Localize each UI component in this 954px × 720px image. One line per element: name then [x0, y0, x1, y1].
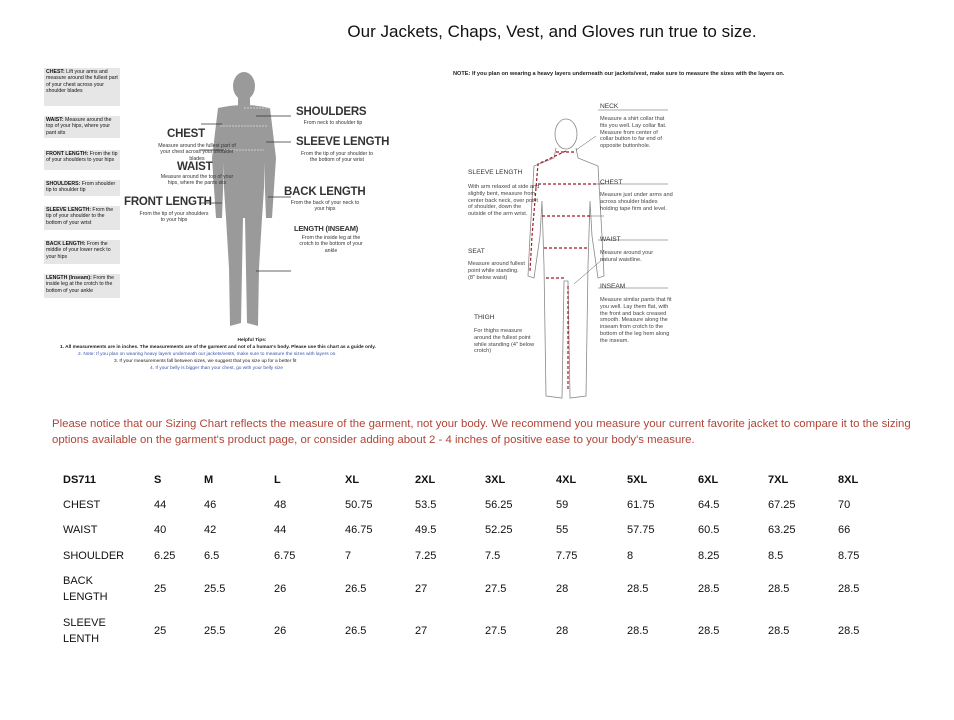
inseam-right-label: INSEAM	[600, 283, 626, 290]
row-label-line: CHEST	[63, 499, 101, 511]
table-cell: 60.5	[698, 524, 720, 536]
table-header-cell: XL	[345, 474, 360, 486]
table-cell: 52.25	[485, 524, 513, 536]
table-cell: 6.25	[154, 550, 176, 562]
table-cell: 28.5	[698, 583, 720, 595]
table-row-label	[63, 574, 108, 605]
table-header-cell: M	[204, 474, 214, 486]
definition-item	[44, 240, 120, 264]
page-title: Our Jackets, Chaps, Vest, and Gloves run true to size.	[347, 22, 757, 41]
table-cell: 27.5	[485, 625, 507, 637]
chest-label: CHEST	[167, 128, 205, 140]
table-cell: 42	[204, 524, 217, 536]
tip-1: 1. All measurements are in inches. The measurements are of the garment and not of a human's body. Please use this chart as a guide only.	[60, 344, 376, 350]
sleeve-length-label: SLEEVE LENGTH	[296, 136, 390, 148]
table-cell: 8.5	[768, 550, 784, 562]
waist-label: WAIST	[177, 161, 213, 173]
table-cell: 7.75	[556, 550, 578, 562]
definition-term: LENGTH (Inseam):	[46, 275, 92, 281]
row-label-line: LENGTH	[63, 590, 108, 603]
waist-right-label: WAIST	[600, 236, 621, 243]
back-length-desc: From the back of your neck to your hips	[290, 200, 360, 213]
table-header-cell: 8XL	[838, 474, 859, 486]
definition-item	[44, 150, 120, 170]
leader-lines	[194, 104, 294, 284]
table-cell: 67.25	[768, 499, 796, 511]
sleeve-right-desc: With arm relaxed at side and slightly bent, measure from center back neck, over point of shoulder, down the outside of the arm wrist.	[468, 184, 540, 218]
table-cell: 28.5	[627, 583, 649, 595]
definition-term: FRONT LENGTH:	[46, 151, 89, 157]
table-cell: 63.25	[768, 524, 796, 536]
thigh-label: THIGH	[474, 314, 495, 321]
table-cell: 6.75	[274, 550, 296, 562]
back-length-label: BACK LENGTH	[284, 186, 366, 198]
table-cell: 66	[838, 524, 851, 536]
front-length-desc: From the tip of your shoulders to your hips	[139, 211, 209, 224]
table-cell: 61.75	[627, 499, 655, 511]
definition-text: From the inside leg at the crotch to the bottom of your ankle	[46, 275, 115, 294]
table-cell: 27	[415, 625, 428, 637]
seat-desc: Measure around fullest point while standing. (8" below waist)	[468, 261, 525, 281]
table-cell: 56.25	[485, 499, 513, 511]
table-header-cell: 5XL	[627, 474, 648, 486]
table-cell: 28	[556, 625, 569, 637]
table-header-cell: L	[274, 474, 281, 486]
helpful-tips	[60, 338, 444, 373]
table-cell: 25	[154, 583, 167, 595]
inseam-desc: From the inside leg at the crotch to the bottom of your ankle	[299, 235, 363, 254]
table-cell: 28.5	[627, 625, 649, 637]
definition-term: SHOULDERS:	[46, 181, 81, 187]
table-cell: 6.5	[204, 550, 220, 562]
table-cell: 44	[274, 524, 287, 536]
sizing-notice: Please notice that our Sizing Chart reflects the measure of the garment, not your body. We recommend you measure your current favorite jacket to compare it to the sizing options available on the garment's product page, or consider adding about 2 - 4 inches of positive ease to your body's measure.	[52, 418, 911, 446]
definition-item	[44, 206, 120, 230]
inseam-right-desc: Measure similar pants that fit you well. Lay them flat, with the front and back creased smooth. Measure along the inseam from crotch to the bottom of the leg hem along the inseam.	[600, 297, 672, 344]
definition-item	[44, 274, 120, 298]
definition-item	[44, 68, 120, 106]
table-header-cell: S	[154, 474, 162, 486]
definition-term: SLEEVE LENGTH:	[46, 207, 91, 213]
table-header-cell: 4XL	[556, 474, 577, 486]
table-header-cell: 3XL	[485, 474, 506, 486]
table-row-label	[63, 498, 100, 514]
table-cell: 26	[274, 625, 287, 637]
table-cell: 59	[556, 499, 569, 511]
row-label-line: SHOULDER	[63, 550, 125, 562]
inseam-label: LENGTH (INSEAM)	[294, 224, 359, 233]
definition-text: From shoulder tip to shoulder tip	[46, 181, 116, 194]
table-cell: 27.5	[485, 583, 507, 595]
table-cell: 57.75	[627, 524, 655, 536]
table-cell: 25.5	[204, 625, 226, 637]
definition-text: Lift your arms and measure around the fullest part of your chest across your shoulder blades	[46, 69, 118, 94]
table-cell: 28.5	[768, 625, 790, 637]
table-cell: 7	[345, 550, 352, 562]
table-row-label	[63, 616, 106, 647]
table-header-cell: 7XL	[768, 474, 789, 486]
table-header-cell: 6XL	[698, 474, 719, 486]
table-cell: 26.5	[345, 583, 367, 595]
table-cell: 46	[204, 499, 217, 511]
table-cell: 48	[274, 499, 287, 511]
table-cell: 40	[154, 524, 167, 536]
waist-desc: Measure around the top of your hips, where the pants sits	[160, 174, 234, 187]
table-cell: 55	[556, 524, 569, 536]
table-row-label	[63, 523, 97, 539]
table-cell: 28.5	[768, 583, 790, 595]
thigh-desc: For thighs measure around the fullest point while standing (4" below crotch)	[474, 328, 535, 355]
definition-text: From the tip of your shoulder to the bottom of your wrist	[46, 207, 114, 226]
row-label-line: SLEEVE	[63, 617, 106, 629]
table-cell: 25.5	[204, 583, 226, 595]
sleeve-length-desc: From the tip of your shoulder to the bottom of your wrist	[300, 151, 374, 164]
definition-text: From the tip of your shoulders to your hips	[46, 151, 118, 164]
table-cell: 26.5	[345, 625, 367, 637]
tip-3: 3. If your measurements fall between sizes, we suggest that you size up for a better fit	[114, 358, 297, 364]
table-cell: 64.5	[698, 499, 720, 511]
table-cell: 53.5	[415, 499, 437, 511]
table-cell: 7.5	[485, 550, 501, 562]
definition-item	[44, 116, 120, 138]
table-cell: 50.75	[345, 499, 373, 511]
row-label-line: BACK	[63, 575, 93, 587]
definition-term: BACK LENGTH:	[46, 241, 86, 247]
definition-term: WAIST:	[46, 117, 64, 123]
table-cell: 70	[838, 499, 851, 511]
neck-desc: Measure a shirt collar that fits you well. Lay collar flat. Measure from center of collar button to far end of opposite buttonhole.	[600, 116, 667, 150]
table-cell: 26	[274, 583, 287, 595]
table-cell: 7.25	[415, 550, 437, 562]
definition-text: From the middle of your lower neck to your hips	[46, 241, 111, 260]
shoulders-label: SHOULDERS	[296, 106, 367, 118]
table-cell: 28	[556, 583, 569, 595]
table-cell: 46.75	[345, 524, 373, 536]
table-cell: 28.5	[838, 583, 860, 595]
tips-heading: Helpful Tips:	[237, 338, 267, 343]
table-cell: 44	[154, 499, 167, 511]
table-cell: 8.75	[838, 550, 860, 562]
table-cell: 49.5	[415, 524, 437, 536]
chest-desc: Measure around the fullest part of your chest across your shoulder blades	[158, 143, 236, 162]
tip-4: 4. If your belly is bigger than your chest, go with your belly size	[150, 365, 284, 371]
tip-2: 2. Note: If you plan on wearing heavy layers underneath our jackets/vests, make sure to measure the sizes with layers on.	[78, 351, 337, 357]
table-cell: 28.5	[838, 625, 860, 637]
table-header-cell: 2XL	[415, 474, 436, 486]
table-cell: 8.25	[698, 550, 720, 562]
table-cell: 28.5	[698, 625, 720, 637]
chest-right-label: CHEST	[600, 179, 623, 186]
table-header-cell: DS711	[63, 474, 97, 486]
chest-right-desc: Measure just under arms and across shoulder blades holding tape firm and level.	[600, 192, 673, 212]
front-length-label: FRONT LENGTH	[124, 196, 212, 208]
neck-label: NECK	[600, 103, 619, 110]
layers-note: NOTE: If you plan on wearing a heavy layers underneath our jackets/vest, make sure to measure the sizes with the layers on.	[453, 71, 785, 77]
shoulders-desc: From neck to shoulder tip	[303, 120, 363, 126]
table-row-label	[63, 549, 124, 565]
definition-item	[44, 180, 120, 196]
table-cell: 27	[415, 583, 428, 595]
table-cell: 8	[627, 550, 634, 562]
garment-measurement-diagram	[450, 68, 920, 403]
waist-right-desc: Measure around your natural waistline.	[600, 250, 654, 263]
definition-text: Measure around the top of your hips, where your pant sits	[46, 117, 112, 136]
definition-term: CHEST:	[46, 69, 65, 75]
row-label-line: WAIST	[63, 524, 98, 536]
row-label-line: LENTH	[63, 632, 100, 645]
seat-label: SEAT	[468, 248, 485, 255]
table-cell: 25	[154, 625, 167, 637]
sleeve-right-label: SLEEVE LENGTH	[468, 169, 523, 176]
